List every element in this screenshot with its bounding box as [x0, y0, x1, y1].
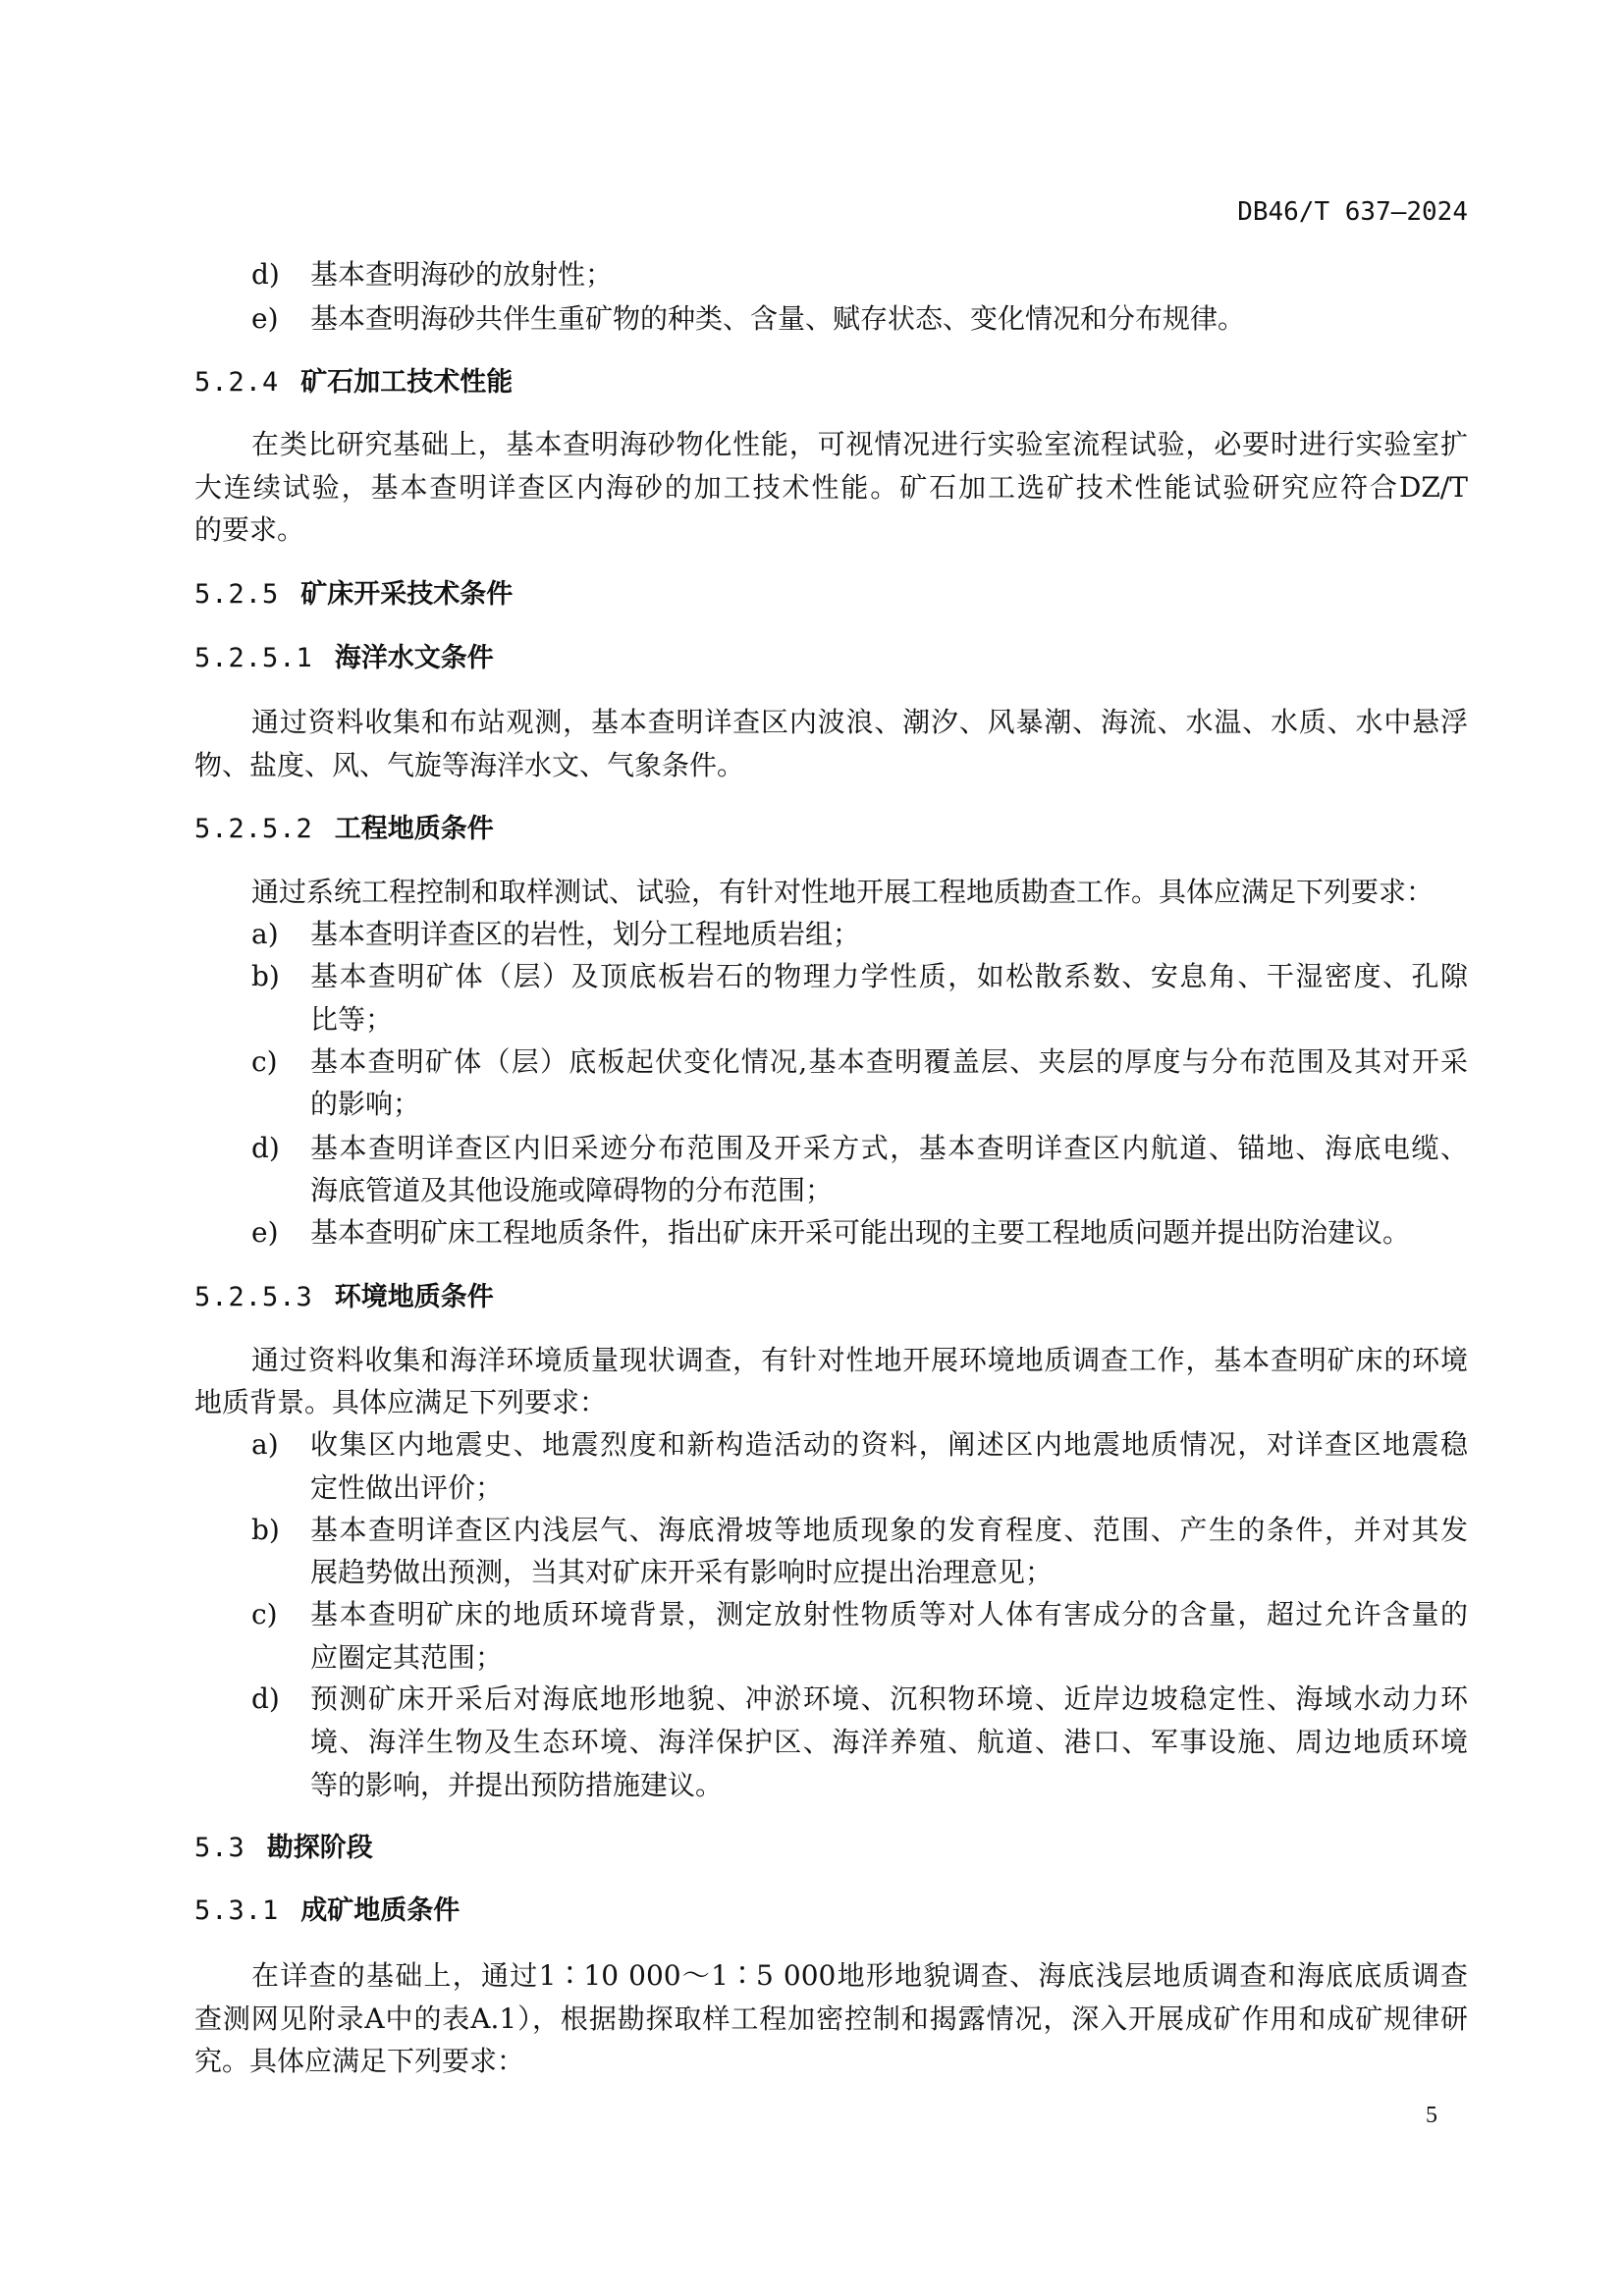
- list-item-label: b): [251, 1513, 280, 1546]
- section-number: 5.2.4: [194, 367, 280, 399]
- list-item-text: 基本查明矿体（层）底板起伏变化情况,基本查明覆盖层、夹层的厚度与分布范围及其对开采: [310, 1044, 1468, 1078]
- paragraph-line: 物、盐度、风、气旋等海洋水文、气象条件。: [194, 748, 745, 781]
- list-item-text: 应圈定其范围；: [310, 1640, 504, 1674]
- list-item-text: 基本查明详查区内旧采迹分布范围及开采方式，基本查明详查区内航道、锚地、海底电缆、: [310, 1131, 1468, 1164]
- paragraph-line: 大连续试验，基本查明详查区内海砂的加工技术性能。矿石加工选矿技术性能试验研究应符合DZ/T: [194, 470, 1468, 504]
- list-item-text: 定性做出评价；: [310, 1470, 504, 1504]
- list-item-text: 基本查明海砂共伴生重矿物的种类、含量、赋存状态、变化情况和分布规律。: [310, 301, 1246, 335]
- section-title: 矿石加工技术性能: [300, 367, 514, 399]
- section-heading: [194, 574, 513, 615]
- section-heading: [194, 638, 494, 679]
- list-item-label: a): [251, 1428, 279, 1462]
- section-heading: [194, 1277, 494, 1318]
- list-item-label: d): [251, 258, 280, 292]
- section-title: 海洋水文条件: [334, 642, 494, 673]
- paragraph-line: 究。具体应满足下列要求：: [194, 2045, 525, 2078]
- section-title: 环境地质条件: [334, 1281, 494, 1312]
- section-heading: [194, 362, 513, 403]
- list-item-text: 比等；: [310, 1002, 394, 1036]
- list-item-label: b): [251, 960, 280, 993]
- list-item-text: 海底管道及其他设施或障碍物的分布范围；: [310, 1174, 834, 1207]
- paragraph-line: 通过系统工程控制和取样测试、试验，有针对性地开展工程地质勘查工作。具体应满足下列要求：: [251, 875, 1435, 908]
- list-item-label: c): [251, 1044, 278, 1078]
- list-item-text: 收集区内地震史、地震烈度和新构造活动的资料，阐述区内地震地质情况，对详查区地震稳: [310, 1428, 1468, 1462]
- list-item-text: 基本查明详查区内浅层气、海底滑坡等地质现象的发育程度、范围、产生的条件，并对其发: [310, 1513, 1468, 1546]
- list-item-text: 基本查明矿床工程地质条件，指出矿床开采可能出现的主要工程地质问题并提出防治建议。: [310, 1216, 1411, 1250]
- section-heading: [194, 1891, 460, 1932]
- list-item-text: 展趋势做出预测，当其对矿床开采有影响时应提出治理意见；: [310, 1556, 1054, 1589]
- section-number: 5.2.5: [194, 579, 280, 611]
- section-number: 5.2.5.1: [194, 642, 313, 673]
- paragraph-line: 通过资料收集和布站观测，基本查明详查区内波浪、潮汐、风暴潮、海流、水温、水质、水中悬浮: [251, 706, 1468, 739]
- paragraph-line: 地质背景。具体应满足下列要求：: [194, 1386, 608, 1419]
- section-title: 工程地质条件: [334, 813, 494, 844]
- page-number: 5: [1426, 2103, 1437, 2128]
- paragraph-line: 在类比研究基础上，基本查明海砂物化性能，可视情况进行实验室流程试验，必要时进行实验室扩: [251, 427, 1468, 460]
- list-item-label: a): [251, 918, 279, 951]
- paragraph-line: 通过资料收集和海洋环境质量现状调查，有针对性地开展环境地质调查工作，基本查明矿床的环境: [251, 1343, 1468, 1376]
- list-item-label: c): [251, 1597, 278, 1630]
- section-title: 成矿地质条件: [300, 1896, 460, 1927]
- paragraph-line: 在详查的基础上，通过1∶10 000～1∶5 000地形地貌调查、海底浅层地质调查和海底底质调查: [251, 1958, 1468, 1992]
- list-item-text: 等的影响，并提出预防措施建议。: [310, 1768, 724, 1801]
- list-item-text: 预测矿床开采后对海底地形地貌、冲淤环境、沉积物环境、近岸边坡稳定性、海域水动力环: [310, 1682, 1468, 1716]
- section-number: 5.2.5.2: [194, 813, 313, 844]
- list-item-text: 境、海洋生物及生态环境、海洋保护区、海洋养殖、航道、港口、军事设施、周边地质环境: [310, 1726, 1468, 1759]
- list-item-label: e): [251, 1216, 279, 1250]
- document-code: DB46/T 637—2024: [1237, 197, 1468, 227]
- section-number: 5.3: [194, 1833, 245, 1864]
- section-heading: [194, 1828, 373, 1869]
- list-item-text: 基本查明海砂的放射性；: [310, 258, 614, 292]
- paragraph-line: 的要求。: [194, 513, 305, 547]
- section-title: 勘探阶段: [266, 1833, 373, 1864]
- paragraph-line: 查测网见附录A中的表A.1），根据勘探取样工程加密控制和揭露情况，深入开展成矿作用和成矿规律研: [194, 2002, 1468, 2035]
- list-item-text: 的影响；: [310, 1088, 421, 1121]
- section-number: 5.3.1: [194, 1896, 280, 1927]
- section-heading: [194, 809, 494, 850]
- list-item-text: 基本查明矿体（层）及顶底板岩石的物理力学性质，如松散系数、安息角、干湿密度、孔隙: [310, 960, 1468, 993]
- section-number: 5.2.5.3: [194, 1281, 313, 1312]
- list-item-text: 基本查明详查区的岩性，划分工程地质岩组；: [310, 918, 861, 951]
- list-item-label: d): [251, 1682, 280, 1716]
- section-title: 矿床开采技术条件: [300, 579, 514, 611]
- list-item-label: d): [251, 1131, 280, 1164]
- list-item-label: e): [251, 301, 279, 335]
- list-item-text: 基本查明矿床的地质环境背景，测定放射性物质等对人体有害成分的含量，超过允许含量的: [310, 1597, 1468, 1630]
